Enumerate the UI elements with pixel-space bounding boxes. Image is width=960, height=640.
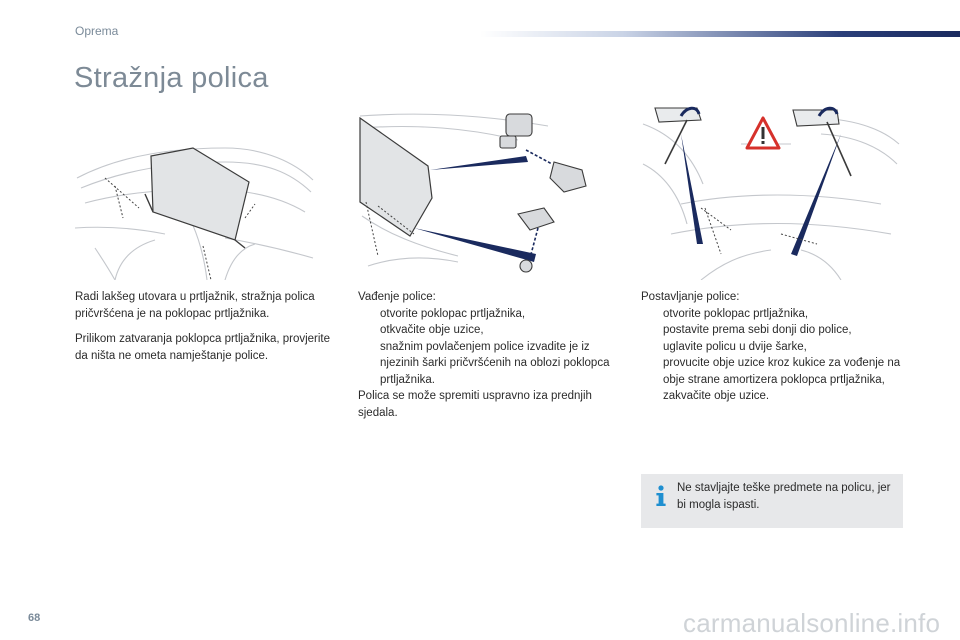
header-bar — [480, 31, 960, 37]
list-item: zakvačite obje uzice. — [663, 390, 770, 402]
list-item: uglavite policu u dvije šarke, — [663, 340, 807, 353]
removal-column — [358, 289, 616, 421]
shelf-panel — [360, 118, 432, 236]
storage-note: Polica se može spremiti uspravno iza prednjih sjedala. — [358, 390, 592, 419]
info-note — [641, 474, 903, 528]
page-number: 68 — [28, 612, 41, 624]
list-item: otkvačite obje uzice, — [380, 324, 484, 336]
illustration-removing-shelf — [358, 106, 608, 280]
page-title: Stražnja polica — [74, 62, 269, 94]
info-icon — [653, 484, 669, 508]
warning-icon — [747, 118, 779, 148]
removal-steps — [358, 306, 616, 389]
removal-heading: Vađenje police: — [358, 291, 436, 303]
section-header: Oprema — [75, 24, 119, 38]
info-note-text: Ne stavljajte teške predmete na policu, jer bi mogla ispasti. — [677, 482, 891, 511]
intro-column — [75, 289, 337, 373]
list-item: otvorite poklopac prtljažnika, — [663, 307, 809, 320]
illustration-shelf-on-tailgate — [75, 108, 315, 280]
illustration-installing-shelf — [641, 104, 901, 280]
intro-paragraph-2: Prilikom zatvaranja poklopca prtljažnika, provjerite da ništa ne ometa namještanje police. — [75, 333, 331, 362]
installation-column — [641, 289, 905, 405]
list-item: otvorite poklopac prtljažnika, — [380, 307, 526, 320]
list-item: snažnim povlačenjem police izvadite je iz njezinih šarki pričvršćenih na oblozi poklopca prtljažnika. — [380, 340, 610, 386]
list-item: provucite obje uzice kroz kukice za vođenje na obje strane amortizera poklopca prtljažnika, — [663, 357, 901, 386]
installation-steps — [641, 306, 905, 405]
watermark: carmanualsonline.info — [683, 608, 941, 638]
installation-heading: Postavljanje police: — [641, 291, 740, 303]
list-item: postavite prema sebi donji dio police, — [663, 324, 852, 336]
intro-paragraph-1: Radi lakšeg utovara u prtljažnik, stražnja polica pričvršćena je na poklopac prtljažnika. — [75, 291, 315, 320]
